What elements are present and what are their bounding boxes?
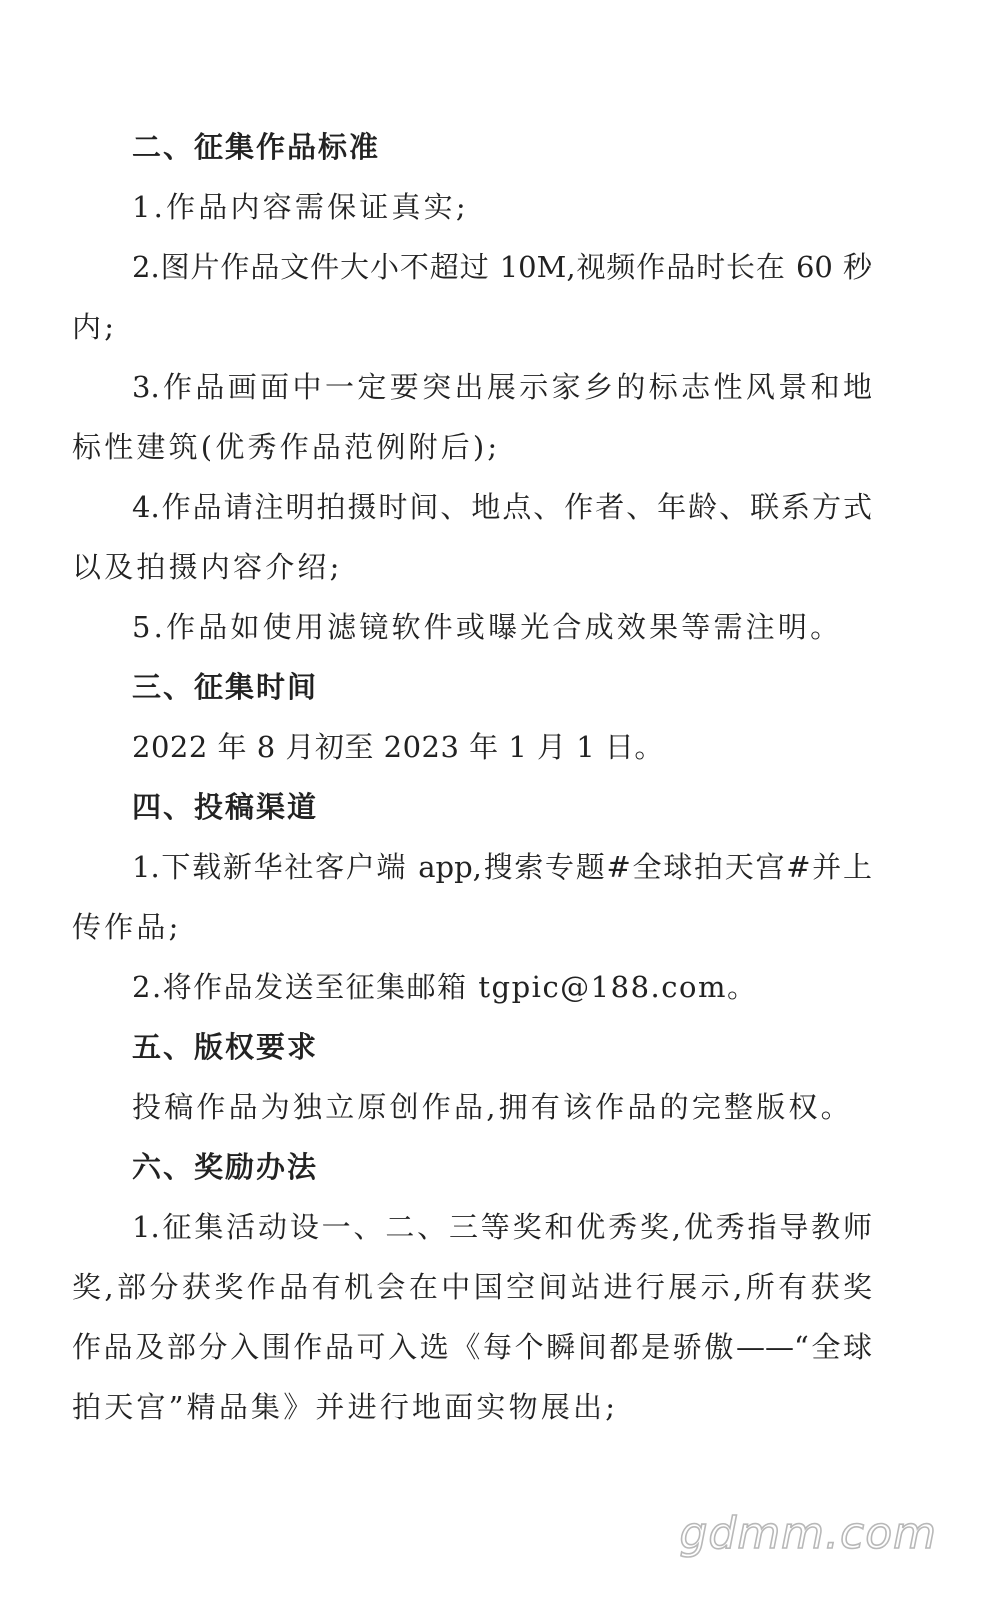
rewards-item-1-line-1: 1.征集活动设一、二、三等奖和优秀奖,优秀指导教师	[132, 1210, 872, 1244]
section-heading-period: 三、征集时间	[132, 670, 319, 704]
submission-item-2: 2.将作品发送至征集邮箱 tgpic@188.com。	[132, 970, 758, 1004]
standard-item-4-line-2: 以及拍摄内容介绍;	[72, 550, 343, 584]
standard-item-5: 5.作品如使用滤镜软件或曝光合成效果等需注明。	[132, 610, 843, 644]
copyright-text: 投稿作品为独立原创作品,拥有该作品的完整版权。	[132, 1090, 853, 1124]
rewards-item-1-line-3: 作品及部分入围作品可入选《每个瞬间都是骄傲——“全球	[72, 1330, 872, 1364]
standard-item-2-line-1: 2.图片作品文件大小不超过 10M,视频作品时长在 60 秒	[132, 250, 872, 284]
standard-item-1: 1.作品内容需保证真实;	[132, 190, 469, 224]
period-text: 2022 年 8 月初至 2023 年 1 月 1 日。	[132, 730, 664, 764]
rewards-item-1-line-2: 奖,部分获奖作品有机会在中国空间站进行展示,所有获奖	[72, 1270, 872, 1304]
rewards-item-1-line-4: 拍天宫”精品集》并进行地面实物展出;	[72, 1390, 619, 1424]
standard-item-2-line-2: 内;	[72, 310, 118, 344]
section-heading-standards: 二、征集作品标准	[132, 130, 381, 164]
standard-item-3-line-1: 3.作品画面中一定要突出展示家乡的标志性风景和地	[132, 370, 872, 404]
standard-item-4-line-1: 4.作品请注明拍摄时间、地点、作者、年龄、联系方式	[132, 490, 872, 524]
submission-item-1-line-1: 1.下载新华社客户端 app,搜索专题#全球拍天宫#并上	[132, 850, 872, 884]
site-watermark: gdmm.com	[679, 1508, 937, 1559]
submission-item-1-line-2: 传作品;	[72, 910, 182, 944]
section-heading-rewards: 六、奖励办法	[132, 1150, 319, 1184]
section-heading-copyright: 五、版权要求	[132, 1030, 319, 1064]
standard-item-3-line-2: 标性建筑(优秀作品范例附后);	[72, 430, 501, 464]
section-heading-submission: 四、投稿渠道	[132, 790, 319, 824]
